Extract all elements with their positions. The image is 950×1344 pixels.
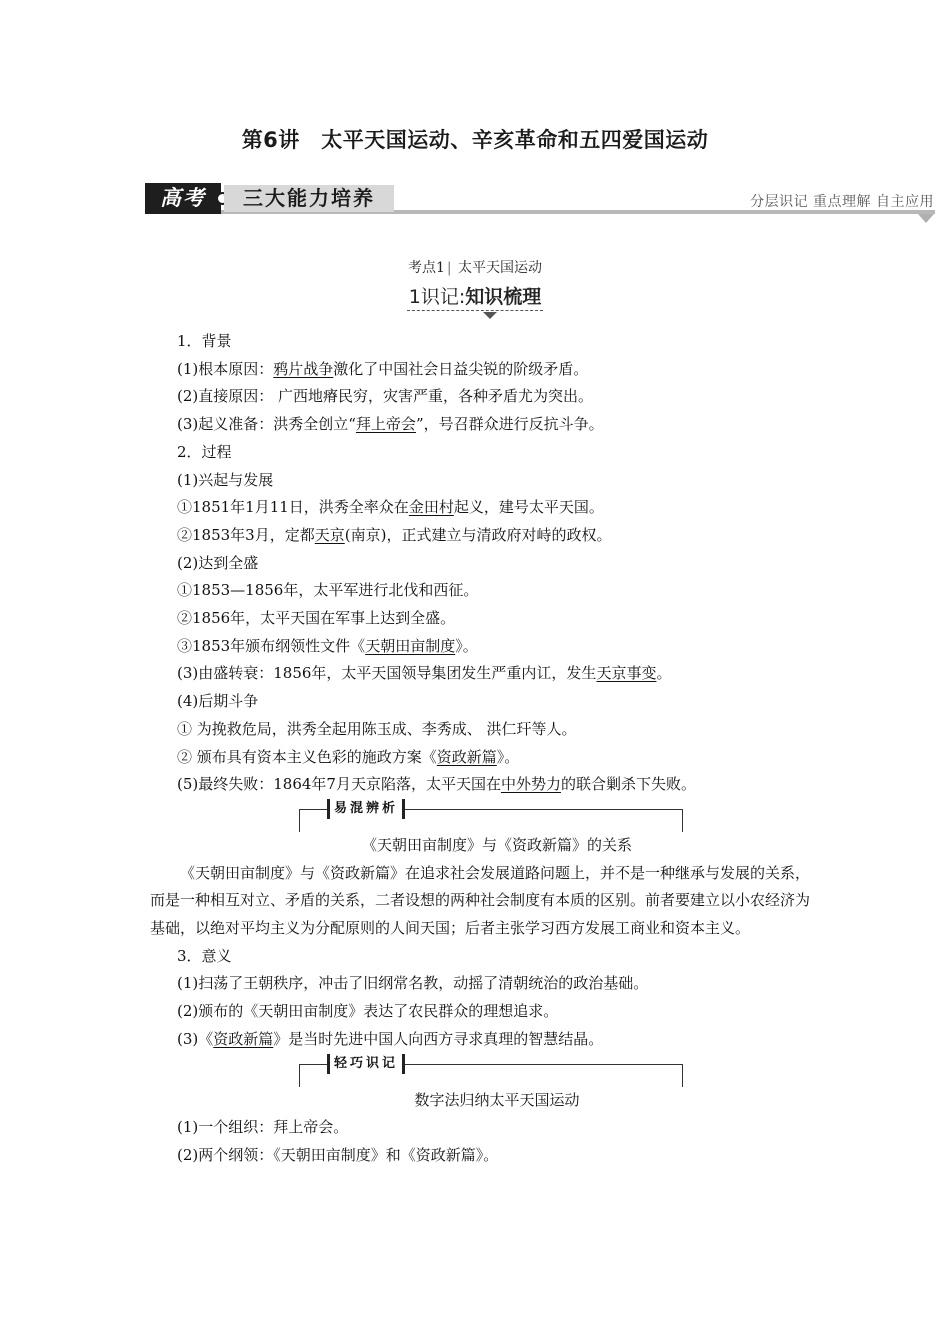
key-term: 中外势力 (500, 775, 561, 794)
text-line: (2)颁布的《天朝田亩制度》表达了农民群众的理想追求。 (177, 1002, 559, 1021)
key-term: 鸦片战争 (273, 359, 334, 378)
text-line: ②1856年，太平天国在军事上达到全盛。 (177, 609, 456, 628)
topic-label: 考点1 (407, 260, 445, 276)
subheading-arrow-icon (483, 312, 497, 319)
text-line: (2)达到全盛 (177, 553, 259, 572)
note-box-title: 《天朝田亩制度》与《资政新篇》的关系 (361, 835, 632, 854)
text-line: (1)根本原因：鸦片战争激化了中国社会日益尖锐的阶级矛盾。 (177, 359, 589, 378)
note-box-tag: 易混辨析 (327, 799, 405, 819)
memory-box-header (177, 1055, 817, 1087)
topic-heading (0, 257, 950, 277)
topic-separator: | (446, 260, 452, 276)
note-box-header (177, 800, 817, 832)
text-line: ① 为挽救危局，洪秀全起用陈玉成、李秀成、 洪仁玕等人。 (177, 719, 577, 738)
memory-box-title: 数字法归纳太平天国运动 (414, 1090, 580, 1109)
key-term: 金田村 (408, 498, 454, 517)
banner-arrow-icon (918, 214, 934, 223)
text-line: ② 颁布具有资本主义色彩的施政方案《资政新篇》。 (177, 747, 520, 766)
text-line: ③1853年颁布纲领性文件《天朝田亩制度》。 (177, 636, 478, 655)
text-line: (3)起义准备：洪秀全创立“拜上帝会”，号召群众进行反抗斗争。 (177, 415, 604, 434)
text-line: (3)由盛转衰：1856年，太平天国领导集团发生严重内讧，发生天京事变。 (177, 664, 672, 683)
key-term: 天朝田亩制度 (365, 636, 456, 655)
text-line: (4)后期斗争 (177, 692, 259, 711)
subheading (0, 282, 950, 311)
note-box-body: 《天朝田亩制度》与《资政新篇》在追求社会发展道路问题上，并不是一种继承与发展的关系，而是一种相互对立、矛盾的关系，二者设想的两种社会制度有本质的区别。前者要建立以小农经济为基础，以绝对平均主义为分配原则的人间天国；后者主张学习西方发展工商业和资本主义。 (150, 863, 811, 938)
text-line: (2)两个纲领：《天朝田亩制度》和《资政新篇》。 (177, 1145, 499, 1164)
key-term: 天京事变 (596, 664, 657, 683)
section-heading: 1．背景 (177, 332, 232, 350)
subheading-prefix: 1识记: (408, 286, 466, 308)
text-line: (2)直接原因： 广西地瘠民穷，灾害严重，各种矛盾尤为突出。 (177, 387, 594, 406)
banner-tag-light: 三大能力培养 (224, 185, 394, 212)
memory-box-tag: 轻巧识记 (327, 1054, 405, 1074)
page-title: 第6讲 太平天国运动、辛亥革命和五四爱国运动 (241, 128, 709, 152)
text-line: (1)一个组织：拜上帝会。 (177, 1118, 349, 1137)
banner-tag-dark: 高考 (145, 183, 221, 214)
banner-subtitle: 分层识记 重点理解 自主应用 (750, 194, 934, 210)
text-line: (1)兴起与发展 (177, 470, 274, 489)
section-heading: 3．意义 (177, 946, 232, 965)
topic-name: 太平天国运动 (458, 260, 543, 276)
key-term: 拜上帝会 (355, 415, 416, 434)
text-line: ①1853—1856年，太平军进行北伐和西征。 (177, 581, 479, 600)
text-line: (1)扫荡了王朝秩序，冲击了旧纲常名教，动摇了清朝统治的政治基础。 (177, 974, 649, 993)
key-term: 资政新篇 (436, 747, 497, 766)
text-line: ②1853年3月，定都天京(南京)，正式建立与清政府对峙的政权。 (177, 525, 612, 544)
section-heading: 2．过程 (177, 442, 232, 461)
text-line: (3)《资政新篇》是当时先进中国人向西方寻求真理的智慧结晶。 (177, 1029, 604, 1048)
key-term: 资政新篇 (213, 1029, 274, 1048)
document-body (150, 328, 817, 1170)
text-line: (5)最终失败：1864年7月天京陷落，太平天国在中外势力的联合剿杀下失败。 (177, 775, 696, 794)
key-term: 天京 (314, 525, 345, 544)
text-line: ①1851年1月11日，洪秀全率众在金田村起义，建号太平天国。 (177, 498, 604, 517)
subheading-main: 知识梳理 (465, 286, 542, 308)
